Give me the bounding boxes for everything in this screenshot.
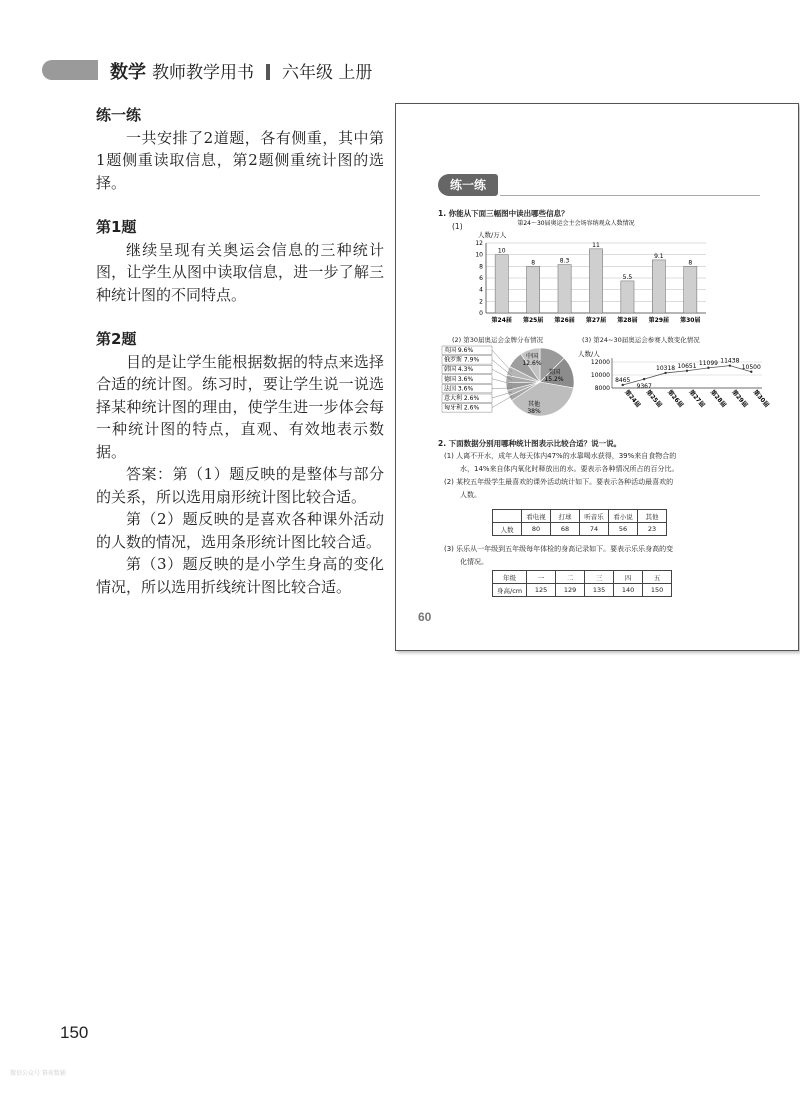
textbook-page-excerpt bbox=[395, 103, 799, 651]
pie-slice-label: 美国 bbox=[547, 369, 561, 376]
section-text-practice: 一共安排了2道题，各有侧重，其中第1题侧重读取信息，第2题侧重统计图的选择。 bbox=[96, 128, 384, 192]
y-tick-label: 12 bbox=[475, 240, 483, 247]
question-2-part-3b: 化情况。 bbox=[460, 558, 488, 566]
table-cell: 129 bbox=[556, 584, 585, 597]
point-value-label: 10651 bbox=[677, 362, 697, 370]
table-cell: 看电视 bbox=[522, 510, 551, 523]
table-header-row bbox=[493, 510, 667, 523]
table-cell: 打球 bbox=[551, 510, 580, 523]
point-value-label: 9367 bbox=[636, 383, 652, 391]
line-point bbox=[686, 370, 688, 372]
x-tick-label: 第30届 bbox=[680, 317, 701, 324]
pie-callout-line bbox=[492, 350, 512, 372]
pie-slice-value: 38% bbox=[527, 408, 541, 415]
bar bbox=[589, 249, 602, 313]
pie-callout-label: 匈牙利 2.6% bbox=[444, 404, 480, 412]
header-tab-decoration bbox=[42, 60, 98, 80]
pie-slice-label: 中国 bbox=[525, 353, 539, 360]
x-tick-label: 第30届 bbox=[751, 388, 771, 409]
line-point bbox=[643, 378, 645, 380]
x-tick-label: 第29届 bbox=[730, 388, 749, 409]
table-cell: 五 bbox=[643, 571, 672, 584]
bar-value-label: 10 bbox=[497, 247, 506, 255]
page-header bbox=[110, 58, 372, 84]
bar bbox=[684, 266, 697, 313]
x-tick-label: 第25届 bbox=[522, 317, 544, 324]
table-cell: 80 bbox=[522, 523, 551, 536]
answer-text-2: 第（2）题反映的是喜欢各种课外活动的人数的情况，选用条形统计图比较合适。 bbox=[96, 510, 384, 551]
header-grade: 六年级 上册 bbox=[282, 63, 373, 83]
x-tick-label: 第26届 bbox=[666, 388, 685, 409]
table-cell: 一 bbox=[527, 571, 556, 584]
table-cell: 其他 bbox=[638, 510, 667, 523]
x-tick-label: 第28届 bbox=[708, 388, 728, 409]
table-header-row bbox=[493, 571, 672, 584]
line-point bbox=[664, 372, 666, 374]
pie-callout-label: 韩国 4.3% bbox=[444, 366, 474, 374]
table-cell: 年级 bbox=[493, 571, 527, 584]
bar bbox=[621, 281, 634, 313]
pie-slice-value: 15.2% bbox=[544, 376, 564, 383]
pie-callout-line bbox=[492, 396, 512, 408]
y-tick-label: 10 bbox=[475, 251, 483, 259]
pie-callout-label: 德国 3.6% bbox=[444, 375, 474, 383]
question-2-part-3a: (3) 乐乐从一年级到五年级每年体检的身高记录如下。要表示乐乐身高的变 bbox=[444, 545, 674, 553]
section-text-q1: 继续呈现有关奥运会信息的三种统计图，让学生从图中读取信息，进一步了解三种统计图的不同特点。 bbox=[96, 240, 384, 304]
table-cell: 140 bbox=[614, 584, 643, 597]
bar bbox=[652, 260, 665, 313]
question-2-part-1b: 水，14%来自体内氧化时释放出的水。要表示各种情况所占的百分比。 bbox=[460, 465, 679, 473]
line-point bbox=[729, 364, 731, 366]
line-point bbox=[622, 384, 624, 386]
bar-value-label: 5.5 bbox=[622, 273, 633, 281]
y-tick-label: 2 bbox=[479, 298, 483, 306]
table-cell: 150 bbox=[643, 584, 672, 597]
practice-badge: 练一练 bbox=[438, 174, 498, 196]
pie-chart bbox=[442, 344, 576, 424]
section-title-q1: 第1题 bbox=[96, 218, 137, 236]
y-tick-label: 0 bbox=[479, 310, 483, 317]
teacher-notes bbox=[96, 104, 384, 598]
question-1: 1. 你能从下面三幅图中读出哪些信息？ bbox=[438, 209, 569, 218]
bar-value-label: 11 bbox=[592, 241, 600, 249]
x-tick-label: 第27届 bbox=[585, 317, 607, 324]
table-row bbox=[493, 523, 667, 536]
y-tick-label: 8000 bbox=[594, 385, 610, 392]
pie-chart-label: (2) 第30届奥运会金牌分布情况 bbox=[452, 336, 544, 344]
y-tick-label: 10000 bbox=[590, 372, 610, 379]
bar bbox=[558, 265, 571, 313]
answer-text-1: 答案：第（1）题反映的是整体与部分的关系，所以选用扇形统计图比较合适。 bbox=[96, 465, 384, 506]
table-cell: 23 bbox=[638, 523, 667, 536]
bar-value-label: 8.3 bbox=[559, 257, 570, 265]
table-cell: 74 bbox=[580, 523, 609, 536]
x-tick-label: 第25届 bbox=[644, 388, 664, 409]
section-title-practice: 练一练 bbox=[96, 106, 142, 124]
point-value-label: 10500 bbox=[741, 363, 761, 371]
x-tick-label: 第24届 bbox=[491, 317, 512, 324]
table-cell bbox=[493, 510, 522, 523]
question-2: 2. 下面数据分别用哪种统计图表示比较合适？说一说。 bbox=[438, 439, 622, 448]
y-axis-label: 人数/万人 bbox=[478, 231, 507, 239]
pie-slice-value: 12.6% bbox=[522, 360, 542, 367]
table-cell: 人数 bbox=[493, 523, 522, 536]
bar bbox=[495, 255, 508, 313]
question-2-part-1a: (1) 人离不开水，成年人每天体内47%的水靠喝水获得，39%来自食物合的 bbox=[444, 452, 677, 460]
question-2-part-2a: (2) 某校五年级学生最喜欢的课外活动统计如下。要表示各种活动最喜欢的 bbox=[444, 478, 674, 486]
line-chart bbox=[578, 348, 771, 426]
section-title-q2: 第2题 bbox=[96, 330, 137, 348]
question-1-part-1: (1) bbox=[452, 222, 463, 231]
table-cell: 四 bbox=[614, 571, 643, 584]
point-value-label: 11438 bbox=[720, 357, 740, 365]
bar-value-label: 8 bbox=[531, 259, 536, 267]
bar-value-label: 9.1 bbox=[654, 252, 664, 260]
pie-callout-label: 法国 3.6% bbox=[444, 385, 474, 393]
y-tick-label: 12000 bbox=[590, 359, 610, 366]
line-point bbox=[750, 371, 752, 373]
activity-table bbox=[492, 509, 667, 536]
point-value-label: 10318 bbox=[656, 364, 676, 372]
x-tick-label: 第24届 bbox=[623, 388, 642, 409]
line-point bbox=[707, 367, 709, 369]
point-value-label: 8465 bbox=[615, 376, 631, 384]
table-cell: 56 bbox=[609, 523, 638, 536]
section-text-q2: 目的是让学生能根据数据的特点来选择合适的统计图。练习时，要让学生说一说选择某种统计图的理由，使学生进一步体会每一种统计图的特点，直观、有效地表示数据。 bbox=[96, 352, 384, 461]
y-tick-label: 8 bbox=[479, 263, 483, 271]
header-book-title: 教师教学用书 bbox=[152, 63, 254, 83]
point-value-label: 11099 bbox=[698, 359, 718, 367]
table-cell: 三 bbox=[585, 571, 614, 584]
pie-callout-label: 意大利 2.6% bbox=[444, 395, 480, 402]
table-cell: 身高/cm bbox=[493, 584, 527, 597]
y-tick-label: 4 bbox=[479, 286, 483, 294]
bar bbox=[527, 266, 540, 313]
table-cell: 68 bbox=[551, 523, 580, 536]
table-cell: 二 bbox=[556, 571, 585, 584]
y-axis-label: 人数/人 bbox=[578, 350, 600, 358]
pie-slice-label: 其他 bbox=[527, 401, 541, 408]
bar-value-label: 8 bbox=[688, 259, 693, 267]
table-cell: 135 bbox=[585, 584, 614, 597]
header-separator bbox=[266, 64, 270, 80]
y-tick-label: 6 bbox=[479, 275, 483, 282]
bar-chart bbox=[466, 217, 716, 332]
textbook-page-number: 60 bbox=[418, 610, 432, 624]
page-number: 150 bbox=[60, 1023, 89, 1042]
height-table bbox=[492, 570, 672, 597]
line-chart-label: (3) 第24~30届奥运会参赛人数变化情况 bbox=[582, 336, 700, 344]
pie-callout-label: 英国 9.6% bbox=[444, 347, 474, 354]
x-tick-label: 第28届 bbox=[617, 317, 638, 324]
x-tick-label: 第29届 bbox=[648, 317, 670, 324]
table-row bbox=[493, 584, 672, 597]
x-tick-label: 第27届 bbox=[687, 388, 706, 409]
header-subject: 数学 bbox=[110, 62, 146, 83]
table-cell: 125 bbox=[527, 584, 556, 597]
pie-callout-label: 俄罗斯 7.9% bbox=[444, 356, 480, 364]
watermark: 微信公众号 幕荷数辅 bbox=[10, 1070, 66, 1077]
x-tick-label: 第26届 bbox=[554, 317, 575, 324]
chart-title: 第24～30届奥运会主会场容纳观众人数情况 bbox=[517, 220, 635, 227]
table-cell: 听音乐 bbox=[580, 510, 609, 523]
question-2-part-2b: 人数。 bbox=[460, 491, 481, 499]
answer-text-3: 第（3）题反映的是小学生身高的变化情况，所以选用折线统计图比较合适。 bbox=[96, 555, 384, 596]
badge-rule bbox=[500, 195, 760, 196]
table-cell: 看小说 bbox=[609, 510, 638, 523]
